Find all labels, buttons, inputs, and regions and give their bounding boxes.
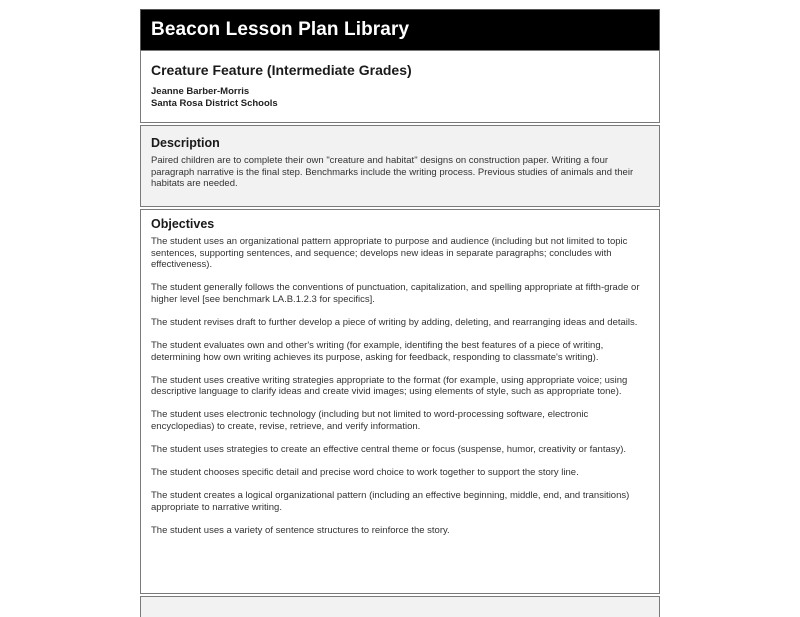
lesson-author: Jeanne Barber-Morris — [151, 86, 250, 97]
description-heading: Description — [151, 136, 220, 150]
description-section — [140, 125, 660, 207]
lesson-plan-page — [140, 9, 660, 609]
site-title: Beacon Lesson Plan Library — [151, 19, 410, 40]
objective-item: The student uses strategies to create an effective central theme or focus (suspense, humor, creativity or fantasy). — [151, 444, 627, 456]
lesson-header-section — [140, 50, 660, 123]
objectives-section — [140, 209, 660, 594]
objective-item: The student creates a logical organizational pattern (including an effective beginning, middle, end, and transitions) appropriate to narrative writing. — [151, 490, 630, 513]
objective-item: The student uses an organizational pattern appropriate to purpose and audience (including but not limited to topic sentences, supporting sentences, and sequence; develops new ideas in separate paragraphs; concludes with effectiveness). — [151, 236, 628, 271]
lesson-organization: Santa Rosa District Schools — [151, 98, 278, 109]
objective-item: The student chooses specific detail and precise word choice to work together to support the story line. — [151, 467, 579, 479]
objective-item: The student uses electronic technology (including but not limited to word-processing software, electronic encyclopedias) to create, revise, retrieve, and verify information. — [151, 409, 589, 433]
description-text: Paired children are to complete their own "creature and habitat" designs on construction paper. Writing a four paragraph narrative is the final step. Benchmarks include the writing process. Previous studies of animals and their habitats are needed. — [151, 155, 634, 190]
objective-item: The student generally follows the conventions of punctuation, capitalization, and spelling appropriate at fifth-grade or higher level [see benchmark LA.B.1.2.3 for specifics]. — [151, 282, 640, 305]
site-banner — [140, 9, 660, 50]
objective-item: The student uses creative writing strategies appropriate to the format (for example, using appropriate voice; using descriptive language to clarify ideas and create vivid images; using elements of style, such as appropriate tone). — [151, 374, 628, 398]
lesson-title: Creature Feature (Intermediate Grades) — [151, 62, 412, 78]
objective-item: The student revises draft to further develop a piece of writing by adding, deleting, and rearranging ideas and details. — [151, 316, 638, 328]
objectives-heading: Objectives — [151, 217, 215, 231]
objective-item: The student uses a variety of sentence structures to reinforce the story. — [151, 525, 450, 536]
objective-item: The student evaluates own and other's writing (for example, identifing the best features of a piece of writing, determining how own writing achieves its purpose, asking for feedback, responding to classmate's writing). — [151, 340, 604, 363]
next-section-edge — [140, 596, 660, 617]
